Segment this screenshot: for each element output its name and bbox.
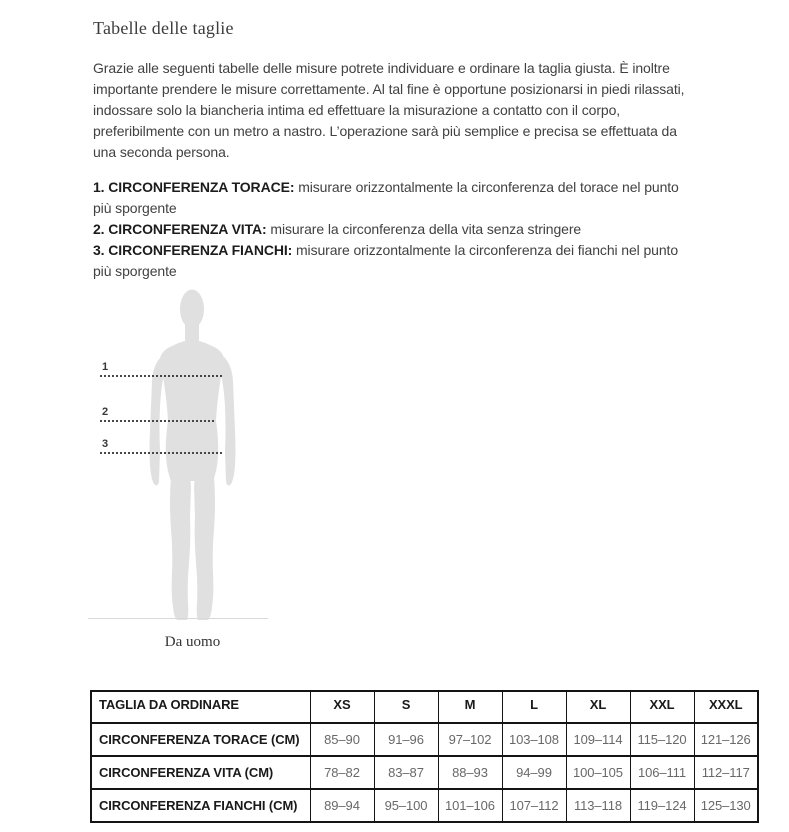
torace-xs: 85–90 [310,723,374,756]
waist-marker-number: 2 [102,406,109,418]
fianchi-m: 101–106 [438,789,502,822]
table-row-torace [91,723,758,756]
chest-measure-marker [100,361,222,377]
instruction-fianchi-label: 3. CIRCONFERENZA FIANCHI: [93,242,293,258]
torace-l: 103–108 [502,723,566,756]
hips-marker-number: 3 [102,438,109,450]
fianchi-xs: 89–94 [310,789,374,822]
torace-s: 91–96 [374,723,438,756]
instruction-vita [93,219,693,240]
fianchi-xxl: 119–124 [630,789,694,822]
instruction-torace-text: misurare orizzontalmente la circonferenza del torace nel punto più sporgente [93,179,679,216]
header-taglia-da-ordinare: TAGLIA DA ORDINARE [91,691,310,723]
male-silhouette-image [145,289,240,622]
row-label-fianchi: CIRCONFERENZA FIANCHI (CM) [91,789,310,822]
header-l: L [502,691,566,723]
torace-xxxl: 121–126 [694,723,758,756]
row-label-vita: CIRCONFERENZA VITA (CM) [91,756,310,789]
waist-dashed-line [100,420,215,422]
table-row-vita [91,756,758,789]
header-s: S [374,691,438,723]
header-xs: XS [310,691,374,723]
vita-l: 94–99 [502,756,566,789]
instruction-torace [93,177,693,219]
header-xxxl: XXXL [694,691,758,723]
vita-m: 88–93 [438,756,502,789]
header-xxl: XXL [630,691,694,723]
instruction-torace-label: 1. CIRCONFERENZA TORACE: [93,179,295,195]
vita-xs: 78–82 [310,756,374,789]
chest-marker-number: 1 [102,361,109,373]
body-measurement-figure [88,284,368,664]
vita-xl: 100–105 [566,756,630,789]
ground-line [88,618,268,619]
vita-xxxl: 112–117 [694,756,758,789]
torace-xl: 109–114 [566,723,630,756]
instruction-fianchi [93,240,693,282]
size-table [90,690,759,823]
waist-measure-marker [100,406,215,422]
instruction-vita-label: 2. CIRCONFERENZA VITA: [93,221,267,237]
instruction-fianchi-text: misurare orizzontalmente la circonferenza dei fianchi nel punto più sporgente [93,242,679,279]
size-table-header-row [91,691,758,723]
fianchi-xxxl: 125–130 [694,789,758,822]
torace-xxl: 115–120 [630,723,694,756]
header-m: M [438,691,502,723]
vita-s: 83–87 [374,756,438,789]
header-xl: XL [566,691,630,723]
intro-paragraph: Grazie alle seguenti tabelle delle misure potrete individuare e ordinare la taglia giusta. È inoltre importante prendere le misure correttamente. Al tal fine è opportune posizionarsi in piedi rilassati, indossare solo la biancheria intima ed effettuare la misurazione a contatto con il corpo, preferibilmente con un metro a nastro. L’operazione sarà più semplice e precisa se effettuata da una seconda persona. [93,60,685,160]
hips-measure-marker [100,438,222,454]
hips-dashed-line [100,452,222,454]
vita-xxl: 106–111 [630,756,694,789]
torace-m: 97–102 [438,723,502,756]
fianchi-xl: 113–118 [566,789,630,822]
instruction-vita-text: misurare la circonferenza della vita senza stringere [270,221,582,237]
fianchi-l: 107–112 [502,789,566,822]
row-label-torace: CIRCONFERENZA TORACE (CM) [91,723,310,756]
measure-instructions [93,177,693,282]
fianchi-s: 95–100 [374,789,438,822]
chest-dashed-line [100,375,222,377]
page-title: Tabelle delle taglie [93,18,234,38]
table-row-fianchi [91,789,758,822]
figure-caption: Da uomo [164,634,221,650]
